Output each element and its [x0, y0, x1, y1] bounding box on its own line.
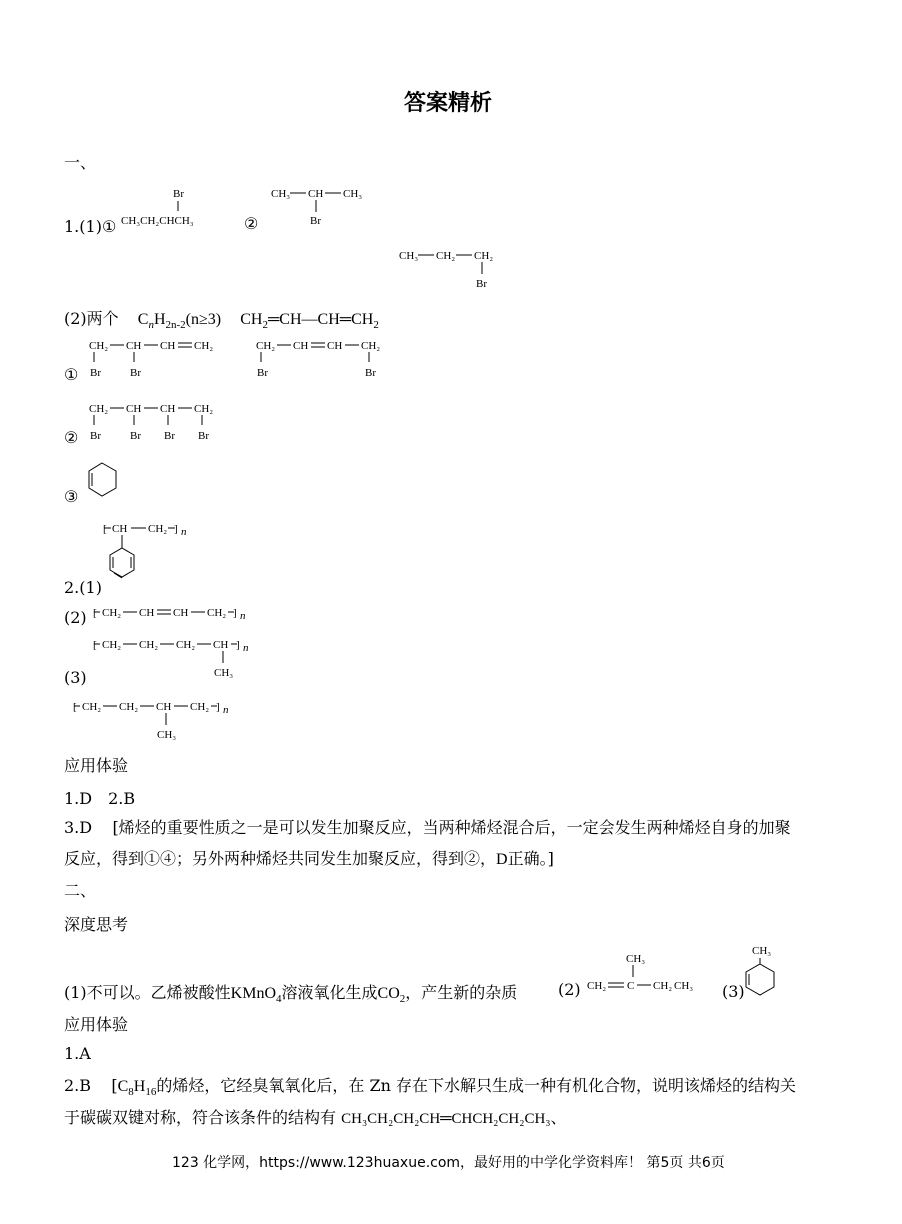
br-label: Br — [173, 188, 184, 200]
svg-text:[: [ — [73, 701, 77, 713]
svg-text:CH: CH — [160, 340, 176, 352]
svg-text:CH: CH — [139, 607, 155, 619]
cyclohexene-ring — [86, 460, 126, 506]
svg-text:CH: CH — [327, 340, 343, 352]
svg-text:n: n — [240, 610, 246, 622]
svg-text:]: ] — [236, 639, 240, 651]
svg-text:CH₃: CH₃ — [271, 188, 291, 200]
circled-2: ② — [244, 214, 259, 233]
svg-text:[: [ — [93, 639, 97, 651]
deep-2-label: (2) — [558, 980, 581, 999]
svg-text:CH₂: CH₂ — [436, 250, 456, 262]
answer-3-line2: 反应，得到①④；另外两种烯烃共同发生加聚反应，得到②，D正确。] — [64, 849, 554, 868]
circled-1: ① — [101, 217, 117, 236]
answer-3-line1: 3.D [烯烃的重要性质之一是可以发生加聚反应，当两种烯烃混合后，一定会发生两种烯烃自身的加聚 — [64, 818, 791, 837]
svg-text:CH₂: CH₂ — [119, 701, 139, 713]
svg-text:Br: Br — [310, 215, 321, 227]
svg-text:CH: CH — [308, 188, 324, 200]
structure-tetrabromobutane — [86, 397, 236, 447]
svg-text:Br: Br — [130, 367, 141, 379]
svg-text:Br: Br — [164, 430, 175, 442]
circled-2b: ② — [64, 428, 79, 447]
svg-text:CH₃: CH₃ — [343, 188, 363, 200]
q2-3-label: (3) — [64, 668, 87, 687]
svg-text:CH₂: CH₂ — [207, 607, 227, 619]
structure-poly-copolymer — [92, 632, 272, 682]
svg-text:CH₂: CH₂ — [148, 523, 168, 535]
svg-text:CH: CH — [156, 701, 172, 713]
page-title: 答案精析 — [404, 90, 493, 116]
structure-polypropylene-copolymer — [72, 694, 252, 744]
q1-2-line: (2)两个 $C_nH_{2n-2}(n\ge 3)$ $CH_2═CH—CH═CH_2$ — [64, 309, 379, 332]
section-heading-2: 二、 — [64, 881, 97, 900]
svg-text:CH: CH — [112, 523, 128, 535]
heading-application-1: 应用体验 — [64, 756, 129, 775]
q2-2-label: (2) — [64, 608, 87, 627]
svg-text:CH₃: CH₃ — [674, 980, 694, 992]
svg-text:CH₂: CH₂ — [139, 639, 159, 651]
structure-2-bromobutane — [118, 183, 228, 233]
svg-text:CH₂: CH₂ — [176, 639, 196, 651]
svg-text:CH₃: CH₃ — [752, 945, 772, 957]
svg-text:]: ] — [216, 701, 220, 713]
deep-thinking-answer: (1)不可以。乙烯被酸性KMnO$_4$溶液氧化生成$CO_2$，产生新的杂质 — [64, 983, 518, 1006]
svg-text:CH₂: CH₂ — [256, 340, 276, 352]
chain-label: CH₃CH₂CHCH₃ — [121, 215, 194, 227]
svg-text:CH₂: CH₂ — [89, 340, 109, 352]
butadiene-formula: $CH_2═CH—CH═CH_2$ — [240, 311, 379, 332]
answer-b-2-line1: 2.B [$C_8H_{16}$的烯烃，它经臭氧氧化后，在 Zn 存在下水解只生成一种有机化合物，说明该烯烃的结构关 — [64, 1076, 796, 1099]
svg-text:n: n — [181, 526, 187, 538]
svg-text:CH: CH — [213, 639, 229, 651]
q2-1-label: 2.(1) — [64, 578, 102, 597]
answer-b-2-line2: 于碳碳双键对称，符合该条件的结构有 CH₃CH₂CH₂CH═CHCH₂CH₂CH₃、 — [64, 1108, 567, 1127]
svg-text:CH₂: CH₂ — [194, 340, 214, 352]
q1-1-label: 1.(1)① — [64, 217, 117, 236]
svg-text:CH₂: CH₂ — [190, 701, 210, 713]
svg-text:Br: Br — [257, 367, 268, 379]
svg-text:CH₂: CH₂ — [474, 250, 494, 262]
svg-text:CH₂: CH₂ — [653, 980, 673, 992]
svg-text:Br: Br — [476, 278, 487, 290]
svg-text:CH₂: CH₂ — [82, 701, 102, 713]
svg-text:CH: CH — [160, 403, 176, 415]
deep-3-label: (3) — [722, 982, 745, 1001]
heading-application-2: 应用体验 — [64, 1015, 129, 1034]
structure-methylcyclohexene — [740, 940, 790, 998]
svg-text:CH₂: CH₂ — [587, 980, 607, 992]
svg-text:CH₂: CH₂ — [89, 403, 109, 415]
svg-text:CH: CH — [126, 403, 142, 415]
svg-text:CH: CH — [293, 340, 309, 352]
svg-text:Br: Br — [90, 367, 101, 379]
svg-text:C: C — [627, 980, 635, 992]
svg-text:]: ] — [174, 523, 178, 535]
svg-text:n: n — [223, 704, 229, 716]
svg-text:CH₃: CH₃ — [214, 667, 234, 679]
answer-b-1: 1.A — [64, 1044, 91, 1063]
svg-text:CH₃: CH₃ — [626, 953, 646, 965]
structure-2-bromopropane — [268, 182, 378, 230]
svg-text:]: ] — [233, 607, 237, 619]
svg-text:Br: Br — [198, 430, 209, 442]
svg-text:n: n — [243, 642, 249, 654]
svg-text:CH₂: CH₂ — [194, 403, 214, 415]
page-footer: 123 化学网，https://www.123huaxue.com，最好用的中学化学资料库！ 第5页 共6页 — [172, 1155, 725, 1171]
structure-polystyrene — [100, 516, 200, 592]
svg-text:CH: CH — [173, 607, 189, 619]
svg-text:CH₂: CH₂ — [361, 340, 381, 352]
heading-deep-thinking: 深度思考 — [64, 915, 129, 934]
svg-text:CH₂: CH₂ — [102, 639, 122, 651]
svg-text:[: [ — [103, 523, 107, 535]
structure-2-methyl-2-butene — [584, 948, 704, 998]
section-heading-1: 一、 — [64, 153, 97, 172]
svg-text:CH₃: CH₃ — [399, 250, 419, 262]
svg-text:[: [ — [93, 607, 97, 619]
circled-3: ③ — [64, 487, 79, 506]
structure-1-bromopropane — [396, 244, 506, 294]
svg-text:CH₂: CH₂ — [102, 607, 122, 619]
svg-text:Br: Br — [365, 367, 376, 379]
svg-text:Br: Br — [130, 430, 141, 442]
svg-text:CH₃: CH₃ — [157, 729, 177, 741]
structure-polybutadiene — [92, 600, 262, 624]
svg-text:CH: CH — [126, 340, 142, 352]
structure-dibromo-1-2-and-1-4 — [86, 334, 406, 384]
svg-text:Br: Br — [90, 430, 101, 442]
answers-1-2: 1.D 2.B — [64, 789, 136, 808]
circled-1b: ① — [64, 365, 79, 384]
